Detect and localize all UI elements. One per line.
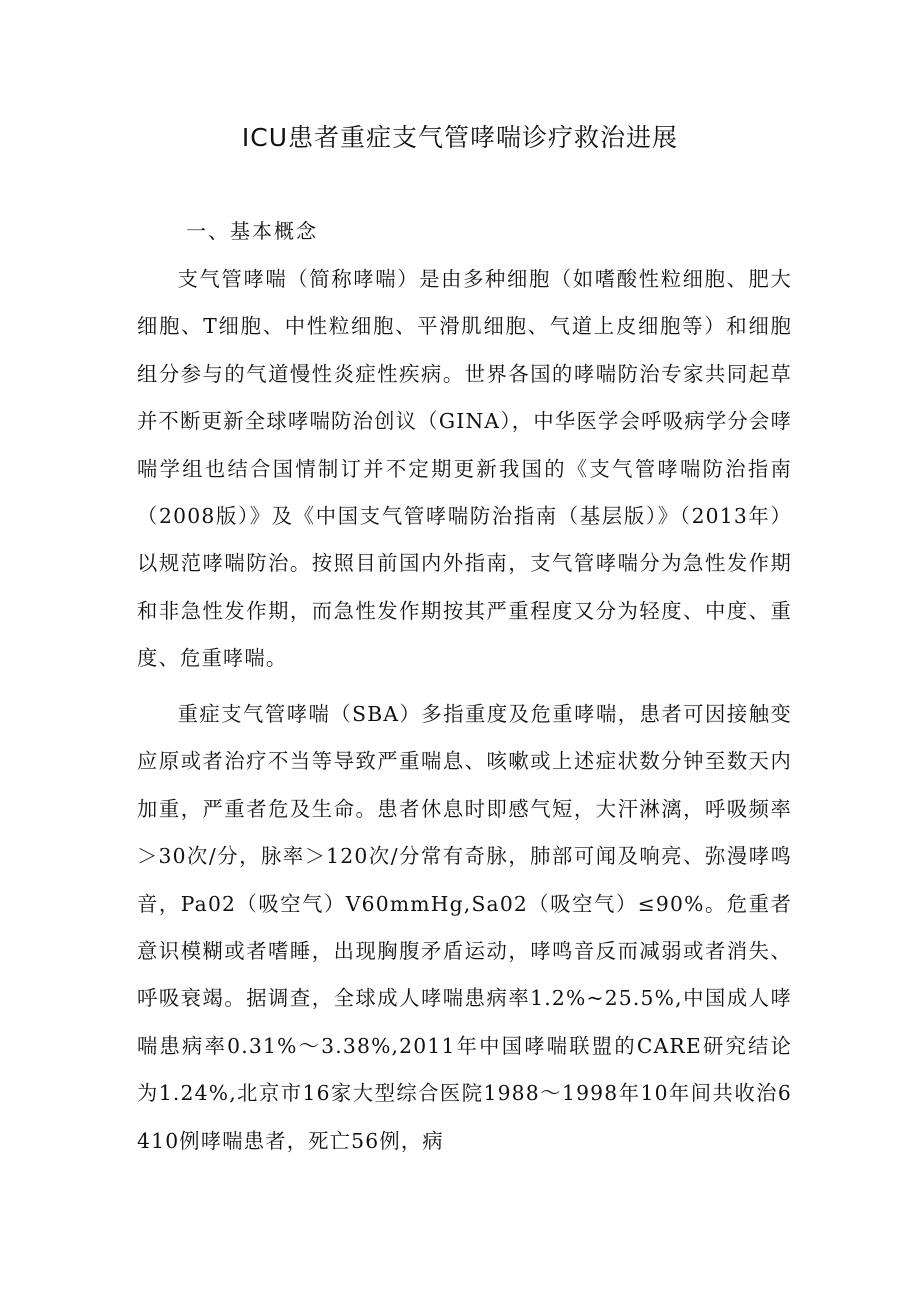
section-heading: 一、基本概念 [186, 219, 318, 243]
body-paragraph-1: 支气管哮喘（简称哮喘）是由多种细胞（如嗜酸性粒细胞、肥大细胞、T细胞、中性粒细胞、平滑肌细胞、气道上皮细胞等）和细胞组分参与的气道慢性炎症性疾病。世界各国的哮喘防治专家共同起草并不断更新全球哮喘防治创议（GINA），中华医学会呼吸病学分会哮喘学组也结合国情制订并不定期更新我国的《支气管哮喘防治指南（2008版）》及《中国支气管哮喘防治指南（基层版）》（2013年）以规范哮喘防治。按照目前国内外指南，支气管哮喘分为急性发作期和非急性发作期，而急性发作期按其严重程度又分为轻度、中度、重度、危重哮喘。 [137, 267, 792, 671]
body-paragraph-2: 重症支气管哮喘（SBA）多指重度及危重哮喘，患者可因接触变应原或者治疗不当等导致严重喘息、咳嗽或上述症状数分钟至数天内加重，严重者危及生命。患者休息时即感气短，大汗淋漓，呼吸频率＞30次/分，脉率＞120次/分常有奇脉，肺部可闻及响亮、弥漫哮鸣音，Pa02（吸空气）V60mmHg,Sa02（吸空气）≤90%。危重者意识模糊或者嗜睡，出现胸腹矛盾运动，哮鸣音反而减弱或者消失、呼吸衰竭。据调查，全球成人哮喘患病率1.2%~25.5%,中国成人哮喘患病率0.31%～3.38%,2011年中国哮喘联盟的CARE研究结论为1.24%,北京市16家大型综合医院1988～1998年10年间共收治6410例哮喘患者，死亡56例，病 [137, 702, 792, 1153]
document-title: ICU患者重症支气管哮喘诊疗救治进展 [241, 123, 679, 152]
